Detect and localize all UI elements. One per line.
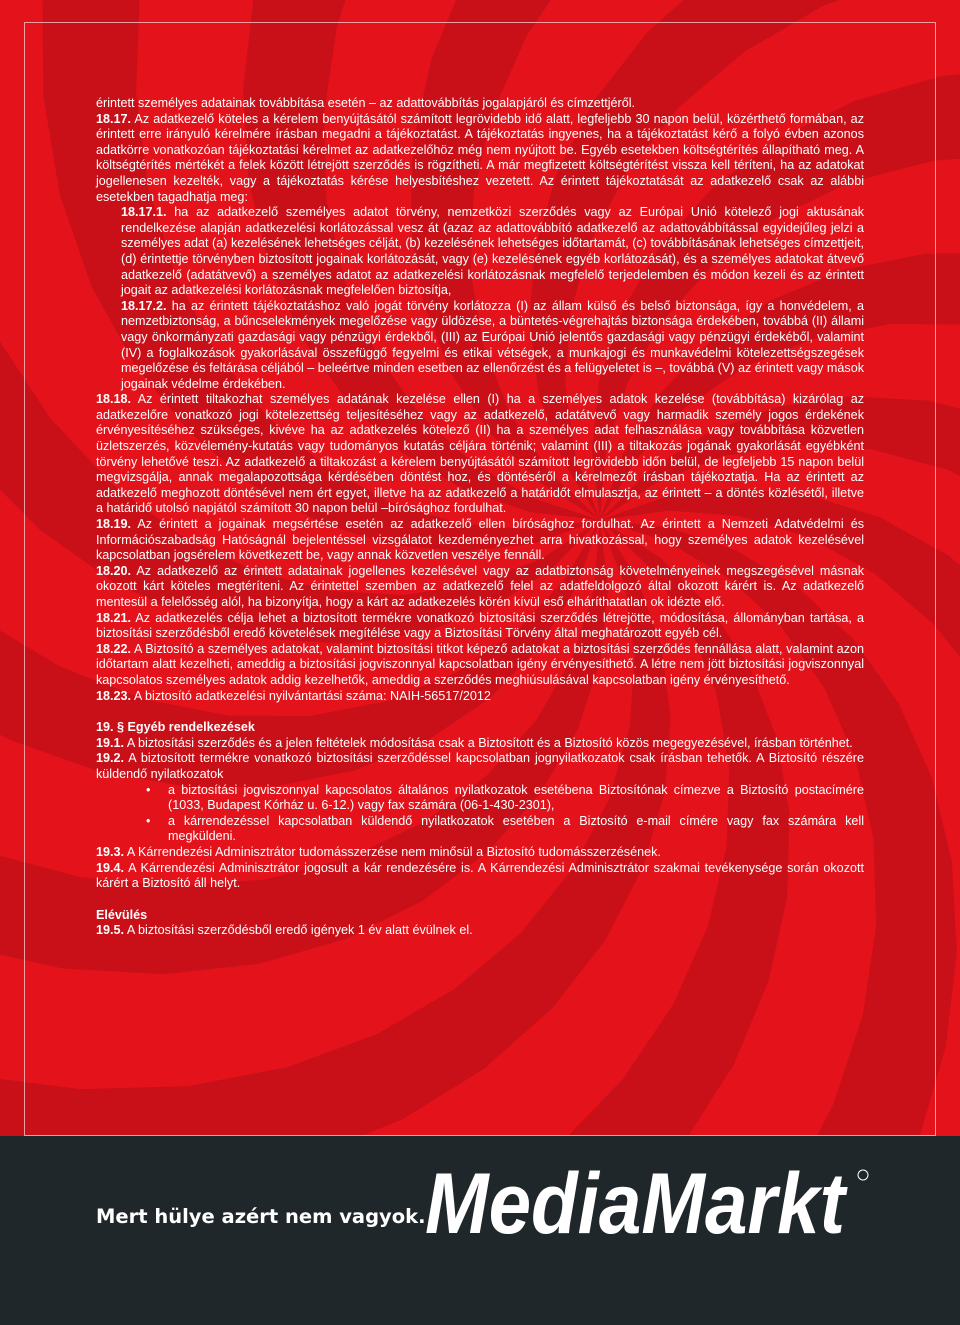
section-number: 18.20.	[96, 563, 132, 578]
section-number: 18.17.	[96, 111, 132, 126]
section-text: Az érintett tiltakozhat személyes adatának kezelése ellen (I) ha a személyes adatok kezelése (továbbítása) kizárólag az adatkezelőre vonatkozó jogi kötelezettség teljesítéséhez vagy az adatkezelő, adatátvevő vagy harmadik személy jogos érdekének érvényesítéséhez szükséges, kivéve ha az adatkezelés kötelező (II) ha a személyes adat felhasználása vagy továbbítása közvetlen üzletszerzés, közvélemény-kutatás vagy tudományos kutatás céljára történik; valamint (III) a tiltakozás jogának gyakorlását egyébként törvény lehetővé teszi. Az adatkezelő a tiltakozást a kérelem benyújtásától számított legrövidebb időn belül, de legfeljebb 15 napon belül megvizsgálja, annak megalapozottsága kérdésében döntést hoz, és döntéséről a kérelmezőt írásban tájékoztatja. Ha az érintett az adatkezelő meghozott döntésével nem ért egyet, illetve ha az adatkezelő a határidőt elmulasztja, az érintett – a döntés közlésétől, illetve a határidő utolsó napjától számított 30 napon belül –bírósághoz fordulhat.	[96, 392, 864, 516]
spacer	[96, 892, 864, 908]
section-18-17-2	[121, 299, 864, 393]
paragraph-continuation: érintett személyes adatainak továbbítása esetén – az adattovábbítás jogalapjáról és címzettjéről.	[96, 96, 636, 110]
section-19-2	[96, 751, 864, 782]
section-text: ha az érintett tájékoztatáshoz való jogát törvény korlátozza (I) az állam külső és belső biztonsága, így a honvédelem, a nemzetbiztonság, a bűncselekmények megelőzése vagy üldözése, a büntetés-végrehajtás biztonsága érdekében, továbbá (II) állami vagy önkormányzati gazdasági vagy pénzügyi érdekből, (III) az Európai Unió jelentős gazdasági vagy pénzügyi érdekéből, valamint (IV) a foglalkozások gyakorlásával összefüggő fegyelmi és etikai vétségek, a munkajogi és munkavédelmi kötelezettségszegések megelőzése és feltárása céljából – beleértve minden esetben az ellenőrzést és a felügyeletet is –, továbbá (V) az érintett vagy mások jogainak védelme érdekében.	[121, 298, 864, 391]
spacer	[96, 704, 864, 720]
section-number: 18.23.	[96, 688, 132, 703]
section-text: A biztosítási szerződésből eredő igények 1 év alatt évülnek el.	[124, 923, 473, 938]
section-18-17-1	[121, 205, 864, 299]
section-18-19	[96, 517, 864, 564]
section-text: A Biztosító a személyes adatokat, valamint biztosítási titkot képező adatokat a biztosítási szerződés fennállása alatt, valamint azon időtartam alatt kezelheti, ameddig a biztosítási jogviszonnyal kapcsolatban igény érvényesíthető. A létre nem jött biztosítási jogviszonnyal kapcsolatos személyes adatok addig kezelhetők, ameddig a szerződés meghiúsulásával kapcsolatban igény érvényesíthető.	[96, 641, 864, 687]
section-19-3	[96, 845, 864, 861]
section-text: A biztosítási szerződés és a jelen feltételek módosítása csak a Biztosított és a Biztosító közös megegyezésével, írásban történhet.	[124, 735, 853, 750]
section-text: Az adatkezelés célja lehet a biztosított termékre vonatkozó biztosítási szerződés létrejötte, módosítása, állományban tartása, a biztosítási szerződésből eredő követelések megítélése vagy a Biztosítási Törvény által meghatározott egyéb cél.	[96, 610, 864, 641]
section-number: 18.18.	[96, 392, 132, 407]
svg-text:MediaMarkt: MediaMarkt	[425, 1165, 848, 1240]
mediamarkt-logo	[425, 1165, 870, 1240]
section-18-21	[96, 611, 864, 642]
section-19-1	[96, 736, 864, 752]
section-number: 18.17.1.	[121, 205, 167, 220]
section-number: 19.2.	[96, 751, 125, 766]
section-number: 19.3.	[96, 844, 125, 859]
section-text: ha az adatkezelő személyes adatot törvény, nemzetközi szerződés vagy az Európai Unió kötelező jogi aktusának rendelkezése alapján adatkezelési korlátozással vesz át (azaz az adattovábbító adatkezelő az adattovábbítással egyidejűleg jelzi a személyes adat (a) kezelésének lehetséges célját, (b) kezelésének lehetséges időtartamát, (c) továbbításának lehetséges címzettjeit, (d) érintettje törvényben biztosított jogainak korlátozását, vagy (e) kezelésének egyéb korlátozását), és a személyes adatokat átvevő adatkezelő (adatátvevő) a személyes adatot az adatkezelési korlátozásnak megfelelő terjedelemben és módon kezeli és az érintett jogait az adatkezelési korlátozásnak megfelelően biztosítja,	[121, 205, 864, 298]
section-heading-elevules: Elévülés	[96, 907, 148, 922]
section-number: 18.21.	[96, 610, 132, 625]
section-18-18	[96, 392, 864, 517]
section-18-23	[96, 689, 864, 705]
section-heading-19: 19. § Egyéb rendelkezések	[96, 720, 255, 735]
section-text: Az érintett a jogainak megsértése esetén az adatkezelő ellen bírósághoz fordulhat. Az érintett a Nemzeti Adatvédelmi és Információszabadság Hatóságnál bejelentéssel vizsgálatot kezdeményezhet arra hivatkozással, hogy személyes adatok kezelésével kapcsolatban jogsérelem következett be, vagy annak közvetlen veszélye fennáll.	[96, 517, 864, 563]
section-19-5	[96, 923, 864, 939]
bullet-item: • a kárrendezéssel kapcsolatban küldendő nyilatkozatok esetében a Biztosító e-mail címére vagy fax számára kell megküldeni.	[146, 814, 864, 845]
document-body	[96, 96, 864, 939]
footer-slogan: Mert hülye azért nem vagyok.	[96, 1205, 426, 1228]
section-number: 18.17.2.	[121, 298, 167, 313]
section-text: Az adatkezelő az érintett adatainak jogellenes kezelésével vagy az adatbiztonság követelményeinek megszegésével másnak okozott kárt köteles megtéríteni. Az érintettel szemben az adatkezelő felel az adatfeldolgozó által okozott kárért is. Az adatkezelő mentesül a felelősség alól, ha bizonyítja, hogy a kárt az adatkezelés körén kívül eső elháríthatatlan ok idézte elő.	[96, 563, 864, 609]
section-text: A biztosító adatkezelési nyilvántartási száma: NAIH-56517/2012	[131, 688, 491, 703]
section-text: A biztosított termékre vonatkozó biztosítási szerződéssel kapcsolatban jognyilatkozatok csak írásban tehetők. A Biztosító részére küldendő nyilatkozatok	[96, 751, 864, 781]
section-number: 19.4.	[96, 860, 125, 875]
section-19-4	[96, 861, 864, 892]
section-number: 18.19.	[96, 517, 132, 532]
section-18-20	[96, 564, 864, 611]
section-number: 19.1.	[96, 735, 125, 750]
section-number: 19.5.	[96, 923, 125, 938]
registered-mark-icon	[858, 1170, 868, 1180]
section-18-22	[96, 642, 864, 689]
section-text: A Kárrendezési Adminisztrátor jogosult a kár rendezésére is. A Kárrendezési Adminisztrátor szakmai tevékenysége során okozott kárért a Biztosító áll helyt.	[96, 860, 864, 891]
section-number: 18.22.	[96, 641, 132, 656]
bullet-item: • a biztosítási jogviszonnyal kapcsolatos általános nyilatkozatok esetébena Biztosítónak címezve a Biztosító postacímére (1033, Budapest Kórház u. 6-12.) vagy fax számára (06-1-430-2301),	[146, 783, 864, 814]
section-text: A Kárrendezési Adminisztrátor tudomásszerzése nem minősül a Biztosító tudomásszerzésének.	[124, 844, 661, 859]
section-text: Az adatkezelő köteles a kérelem benyújtásától számított legrövidebb idő alatt, legfeljebb 30 napon belül, közérthető formában, az érintett erre irányuló kérelmére írásban megadni a tájékoztatást. A tájékoztatás ingyenes, ha a tájékoztatást kérő a folyó évben azonos adatkörre vonatkozóan tájékoztatási kérelmet az adatkezelőhöz még nem nyújtott be. Egyéb esetekben költségtérítés állapítható meg. A költségtérítés mértékét a felek között létrejött szerződés is rögzítheti. A már megfizetett költségtérítést vissza kell téríteni, ha az adatokat jogellenesen kezelték, vagy a tájékoztatás kérése helyesbítéshez vezetett. Az érintett tájékoztatását az adatkezelő csak az alábbi esetekben tagadhatja meg:	[96, 111, 864, 204]
section-18-17	[96, 112, 864, 206]
